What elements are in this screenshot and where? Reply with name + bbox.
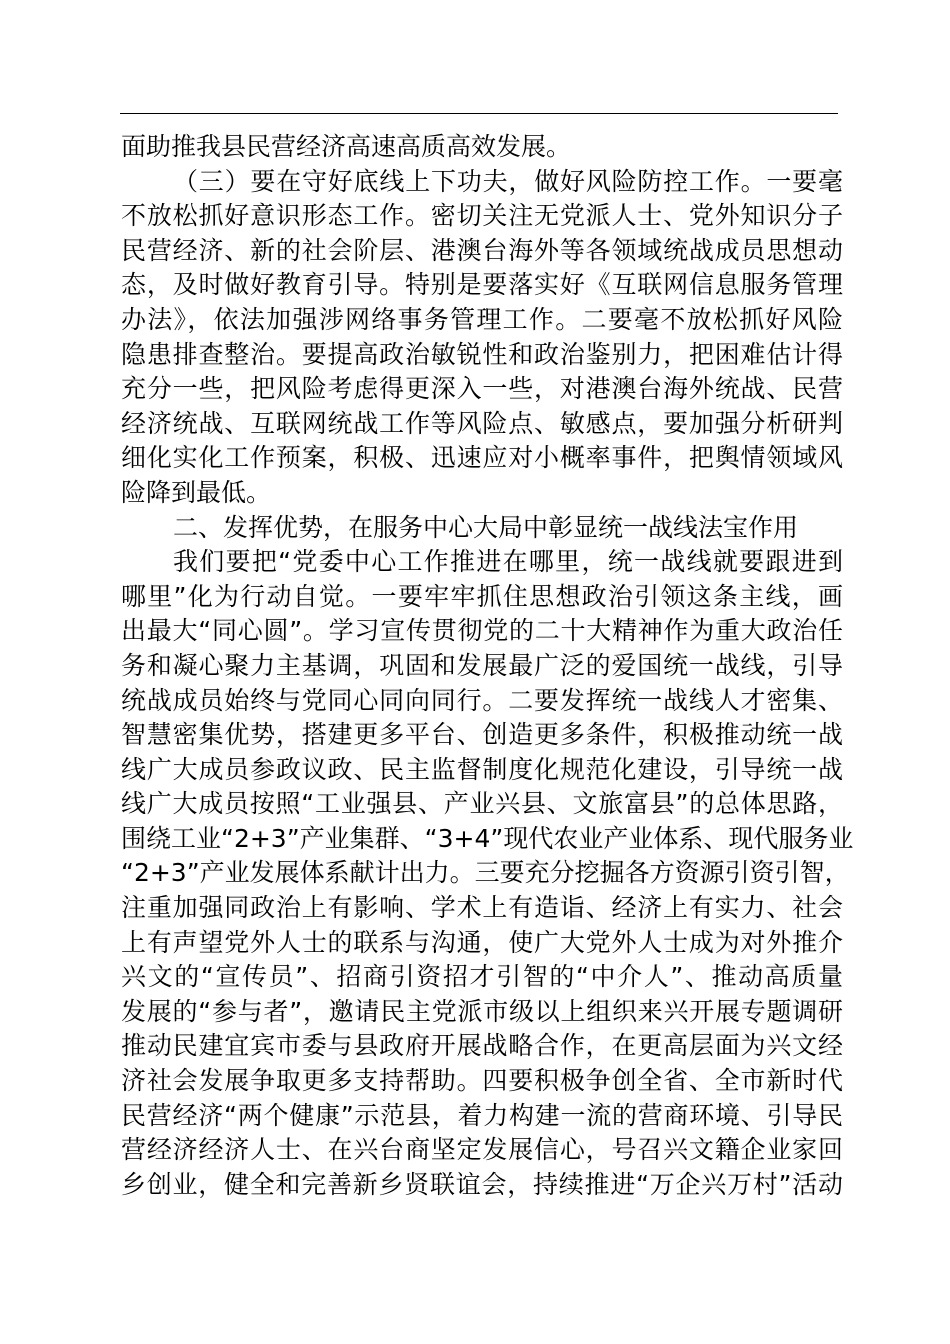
text-line: 办法》，依法加强涉网络事务管理工作。二要毫不放松抓好风险 — [121, 304, 843, 334]
body-text — [121, 130, 854, 1202]
text-line: 不放松抓好意识形态工作。密切关注无党派人士、党外知识分子 — [121, 201, 843, 231]
text-line: 经济统战、互联网统战工作等风险点、敏感点，要加强分析研判 — [121, 408, 843, 438]
text-line: 营经济经济人士、在兴台商坚定发展信心，号召兴文籍企业家回 — [121, 1135, 843, 1165]
text-line: 民营经济、新的社会阶层、港澳台海外等各领域统战成员思想动 — [121, 235, 843, 265]
text-line: 乡创业，健全和完善新乡贤联谊会，持续推进“万企兴万村”活动 — [121, 1169, 843, 1199]
text-line: 上有声望党外人士的联系与沟通，使广大党外人士成为对外推介 — [121, 927, 843, 957]
text-line: 隐患排查整治。要提高政治敏锐性和政治鉴别力，把困难估计得 — [121, 339, 843, 369]
text-line: 发展的“参与者”，邀请民主党派市级以上组织来兴开展专题调研 — [121, 996, 843, 1026]
section-heading: 二、发挥优势，在服务中心大局中彰显统一战线法宝作用 — [173, 512, 799, 542]
text-line: 细化实化工作预案，积极、迅速应对小概率事件，把舆情领域风 — [121, 443, 843, 473]
text-line: 务和凝心聚力主基调，巩固和发展最广泛的爱国统一战线，引导 — [121, 650, 843, 680]
text-line: 出最大“同心圆”。学习宣传贯彻党的二十大精神作为重大政治任 — [121, 616, 843, 646]
text-line: 推动民建宜宾市委与县政府开展战略合作，在更高层面为兴文经 — [121, 1031, 843, 1061]
text-line: 我们要把“党委中心工作推进在哪里，统一战线就要跟进到 — [173, 547, 843, 577]
text-line: 面助推我县民营经济高速高质高效发展。 — [121, 132, 572, 161]
text-line: 哪里”化为行动自觉。一要牢牢抓住思想政治引领这条主线，画 — [121, 581, 843, 611]
text-line: 智慧密集优势，搭建更多平台、创造更多条件，积极推动统一战 — [121, 720, 843, 750]
text-line: 注重加强同政治上有影响、学术上有造诣、经济上有实力、社会 — [121, 893, 843, 923]
text-line: 线广大成员按照“工业强县、产业兴县、文旅富县”的总体思路， — [121, 789, 843, 819]
text-line: 济社会发展争取更多支持帮助。四要积极争创全省、全市新时代 — [121, 1066, 843, 1096]
text-line: 线广大成员参政议政、民主监督制度化规范化建设，引导统一战 — [121, 754, 843, 784]
text-line: 民营经济“两个健康”示范县，着力构建一流的营商环境、引导民 — [121, 1100, 843, 1130]
text-line: （三）要在守好底线上下功夫，做好风险防控工作。一要毫 — [173, 166, 843, 196]
text-line: “2+3”产业发展体系献计出力。三要充分挖掘各方资源引资引智， — [121, 858, 850, 888]
text-line: 险降到最低。 — [121, 477, 272, 507]
text-line: 充分一些，把风险考虑得更深入一些，对港澳台海外统战、民营 — [121, 374, 843, 404]
text-line: 态，及时做好教育引导。特别是要落实好《互联网信息服务管理 — [121, 270, 843, 300]
text-line: 兴文的“宣传员”、招商引资招才引智的“中介人”、推动高质量 — [121, 962, 843, 992]
text-line: 统战成员始终与党同心同向同行。二要发挥统一战线人才密集、 — [121, 685, 843, 715]
header-rule — [120, 113, 838, 114]
text-line: 围绕工业“2+3”产业集群、“3+4”现代农业产业体系、现代服务业 — [121, 823, 854, 853]
